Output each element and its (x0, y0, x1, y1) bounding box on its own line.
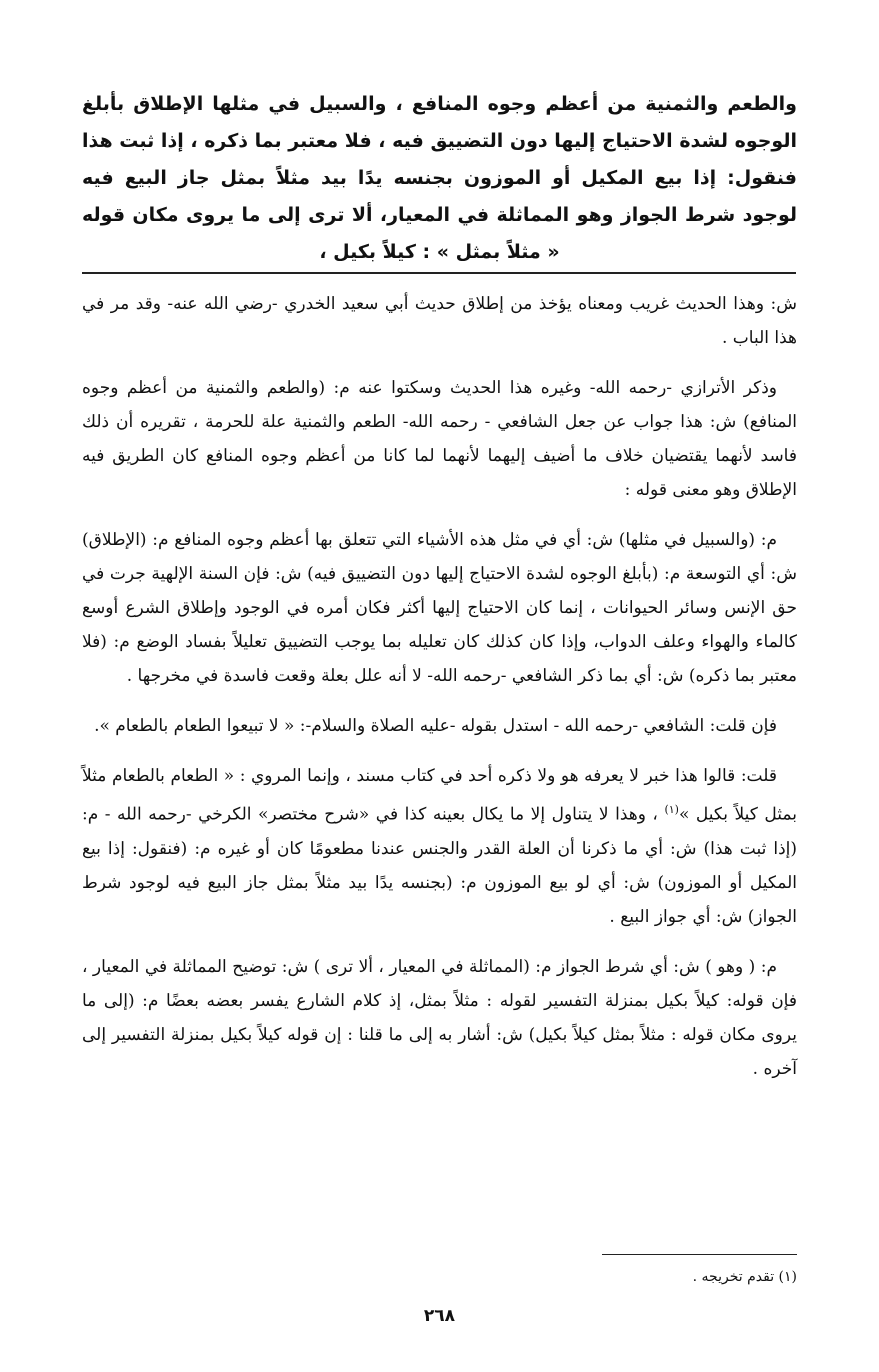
commentary-paragraph-5-part-b: ، وهذا لا يتناول إلا ما يكال بعينه كذا في «شرح مختصر» الكرخي -رحمه الله - م: (إذا ثبت هذا) ش: أي ما ذكرنا أن العلة القدر والجنس عندنا مطعومًا كان أو غيره م: (فنقول: إذا بيع المكيل أو الموزون) ش: أي لو بيع الموزون م: (بجنسه يدًا بيد مثلاً بمثل جاز البيع فيه لوجود شرط الجواز) ش: أي جواز البيع . (82, 804, 797, 927)
footnote-1: (١) تقدم تخريجه . (692, 1269, 797, 1285)
commentary-paragraph-1: ش: وهذا الحديث غريب ومعناه يؤخذ من إطلاق حديث أبي سعيد الخدري -رضي الله عنه- وقد مر في هذا الباب . (82, 294, 797, 348)
section-divider (82, 272, 796, 274)
commentary-paragraph-4: فإن قلت: الشافعي -رحمه الله - استدل بقوله -عليه الصلاة والسلام-: « لا تبيعوا الطعام بالطعام ». (94, 716, 777, 736)
matn-text-block (82, 86, 797, 271)
footnote-divider (602, 1254, 797, 1255)
footnote-reference-1: (١) (664, 803, 679, 816)
commentary-paragraph-6: م: ( وهو ) ش: أي شرط الجواز م: (المماثلة في المعيار ، ألا ترى ) ش: توضيح المماثلة في المعيار ، فإن قوله: كيلاً بكيل بمنزلة التفسير لقوله : مثلاً بمثل، إذ كلام الشارع يفسر بعضه بعضًا م: (إلى ما يروى مكان قوله : مثلاً بمثل كيلاً بكيل) ش: أشار به إلى ما قلنا : إن قوله كيلاً بكيل بمنزلة التفسير إلى آخره . (82, 956, 797, 1079)
page-number: ٢٦٨ (423, 1306, 456, 1326)
commentary-paragraph-5 (82, 759, 797, 934)
matn-paragraph: والطعم والثمنية من أعظم وجوه المنافع ، والسبيل في مثلها الإطلاق بأبلغ الوجوه لشدة الاحتياج إليها دون التضييق فيه ، فلا معتبر بما ذكره ، إذا ثبت هذا فنقول: إذا بيع المكيل أو الموزون بجنسه يدًا بيد مثلاً بمثل جاز البيع فيه لوجود شرط الجواز وهو المماثلة في المعيار، ألا ترى إلى ما يروى مكان قوله « مثلاً بمثل » : كيلاً بكيل ، (82, 93, 797, 263)
commentary-paragraph-3: م: (والسبيل في مثلها) ش: أي في مثل هذه الأشياء التي تتعلق بها أعظم وجوه المنافع م: (الإطلاق) ش: أي التوسعة م: (بأبلغ الوجوه لشدة الاحتياج إليها دون التضييق فيه) ش: فإن السنة الإلهية جرت في حق الإنس وسائر الحيوانات ، إنما كان الاحتياج إليها أكثر فكان أمره في الوجود وإطلاق الشرع أوسع كالماء والهواء وعلف الدواب، وإذا كان كذلك كان تعليله بما يوجب التضييق تعليلاً بفساد الوضع م: (فلا معتبر بما ذكره) ش: أي بما ذكر الشافعي -رحمه الله- لا أنه علل بعلة وقعت فاسدة في مخرجها . (82, 530, 797, 686)
sharh-commentary (82, 287, 797, 1102)
commentary-paragraph-5-part-a: قلت: قالوا هذا خبر لا يعرفه هو ولا ذكره أحد في كتاب مسند ، وإنما المروي : « الطعام بالطعام مثلاً بمثل كيلاً بكيل » (82, 766, 797, 825)
commentary-paragraph-2: وذكر الأترازي -رحمه الله- وغيره هذا الحديث وسكتوا عنه م: (والطعم والثمنية من أعظم وجوه المنافع) ش: هذا جواب عن جعل الشافعي - رحمه الله- الطعم والثمنية علة للحرمة ، تقريره أن ذلك فاسد لأنهما يقتضيان خلاف ما أضيف إليهما لأنهما لما كانا من أعظم وجوه المنافع كان الطريق فيه الإطلاق وهو معنى قوله : (82, 378, 797, 500)
